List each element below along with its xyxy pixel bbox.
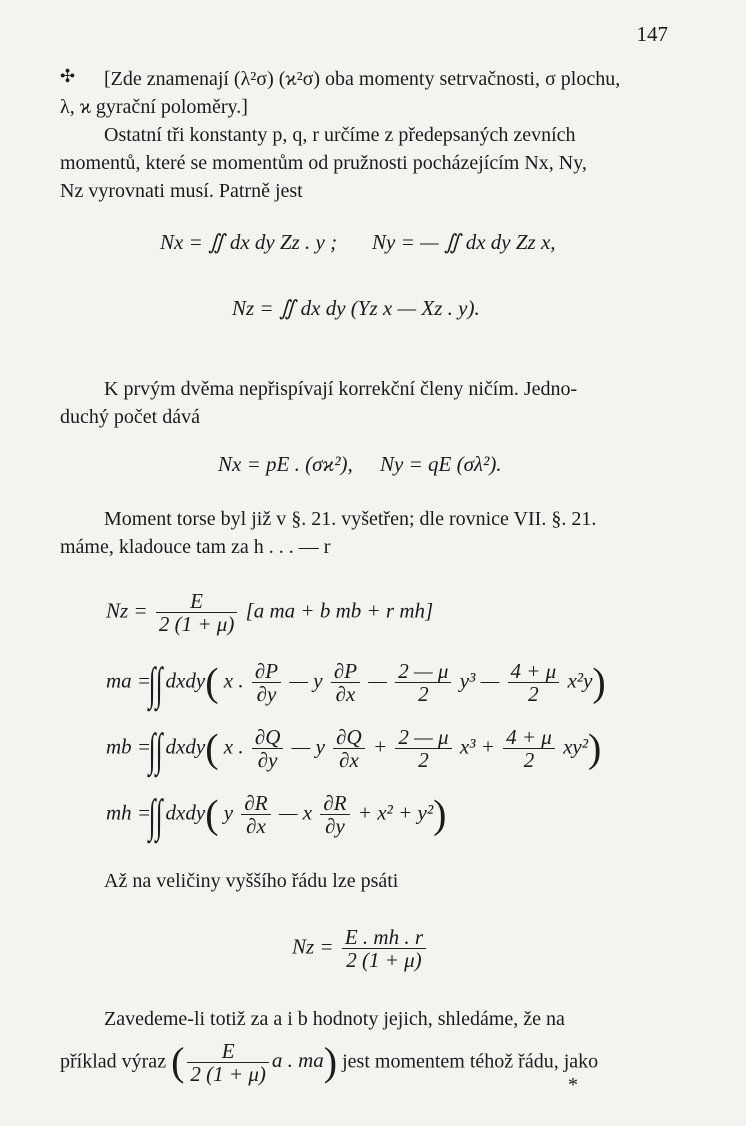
text-line-11: Zavedeme-li totiž za a i b hodnoty jejich, shledáme, že na xyxy=(104,1008,565,1030)
text-line-12: příklad výraz ( $\frac{E}{2 (1 + \mu)}$ a . ma) jest momentem téhož řádu, jako xyxy=(60,1039,599,1086)
text-line-10: Až na veličiny vyššího řádu lze psáti xyxy=(104,870,399,892)
lhs: Nz = xyxy=(106,598,148,623)
rhs: [a ma + b mb + r mh] xyxy=(245,598,434,623)
page-number: 147 xyxy=(636,22,668,46)
text-line-6: K prvým dvěma nepřispívají korrekční členy ničím. Jedno- xyxy=(104,378,578,400)
equation-nz: Nz = ∬ dx dy (Yz x — Xz . y). xyxy=(232,296,480,320)
equation-nz-approx: Nz = $\frac{E . mh . r}{2 (1 + \mu)}$ xyxy=(292,926,429,971)
text-line-2: λ, ϰ gyrační poloměry.] xyxy=(60,96,248,118)
text-line-9: máme, kladouce tam za h . . . — r xyxy=(60,536,331,558)
equation-mh: mh =∫∫ dxdy( y $\frac{\partial R}{\partial x}$ — x $\frac{\partial R}{\partial y}$ + x² + y²) xyxy=(106,790,447,842)
text-line-3: Ostatní tři konstanty p, q, r určíme z předepsaných zevních xyxy=(104,124,576,146)
text-line-1: [Zde znamenají (λ²σ) (ϰ²σ) oba momenty setrvačnosti, σ plochu, xyxy=(104,68,621,90)
inline-expression: ( $\frac{E}{2 (1 + \mu)}$ a . ma) xyxy=(171,1039,338,1086)
equation-ny: Ny = — ∬ dx dy Zz x, xyxy=(372,230,556,254)
text-line-7: duchý počet dává xyxy=(60,406,200,428)
signature-mark: * xyxy=(568,1074,578,1096)
equation-mb: mb =∫∫ dxdy( x . $\frac{\partial Q}{\partial y}$ — y $\frac{\partial Q}{\partial x}$ + $\frac{2 — \mu}{2}$ x³ + $\frac{4 + \mu}{2}$ xy²) xyxy=(106,724,602,776)
equation-nz-torsion xyxy=(106,590,433,635)
fraction: $\frac{E}{2 (1 + \mu)}$ xyxy=(156,590,237,635)
text-line-4: momentů, které se momentům od pružnosti pocházejícím Nx, Ny, xyxy=(60,152,587,174)
text-line-5: Nz vyrovnati musí. Patrně jest xyxy=(60,180,303,202)
equation-ma: ma =∫∫ dxdy( x . $\frac{\partial P}{\partial y}$ — y $\frac{\partial P}{\partial x}$ — $\frac{2 — \mu}{2}$ y³ — $\frac{4 + \mu}{2}$ x²y) xyxy=(106,658,606,710)
footnote-mark: ✣ xyxy=(60,66,76,86)
equation-ny-qe: Ny = qE (σλ²). xyxy=(380,452,502,476)
equation-nx: Nx = ∬ dx dy Zz . y ; xyxy=(160,230,338,254)
text-line-8: Moment torse byl již v §. 21. vyšetřen; dle rovnice VII. §. 21. xyxy=(104,508,597,530)
equation-nx-pe: Nx = pE . (σϰ²), xyxy=(218,452,353,476)
